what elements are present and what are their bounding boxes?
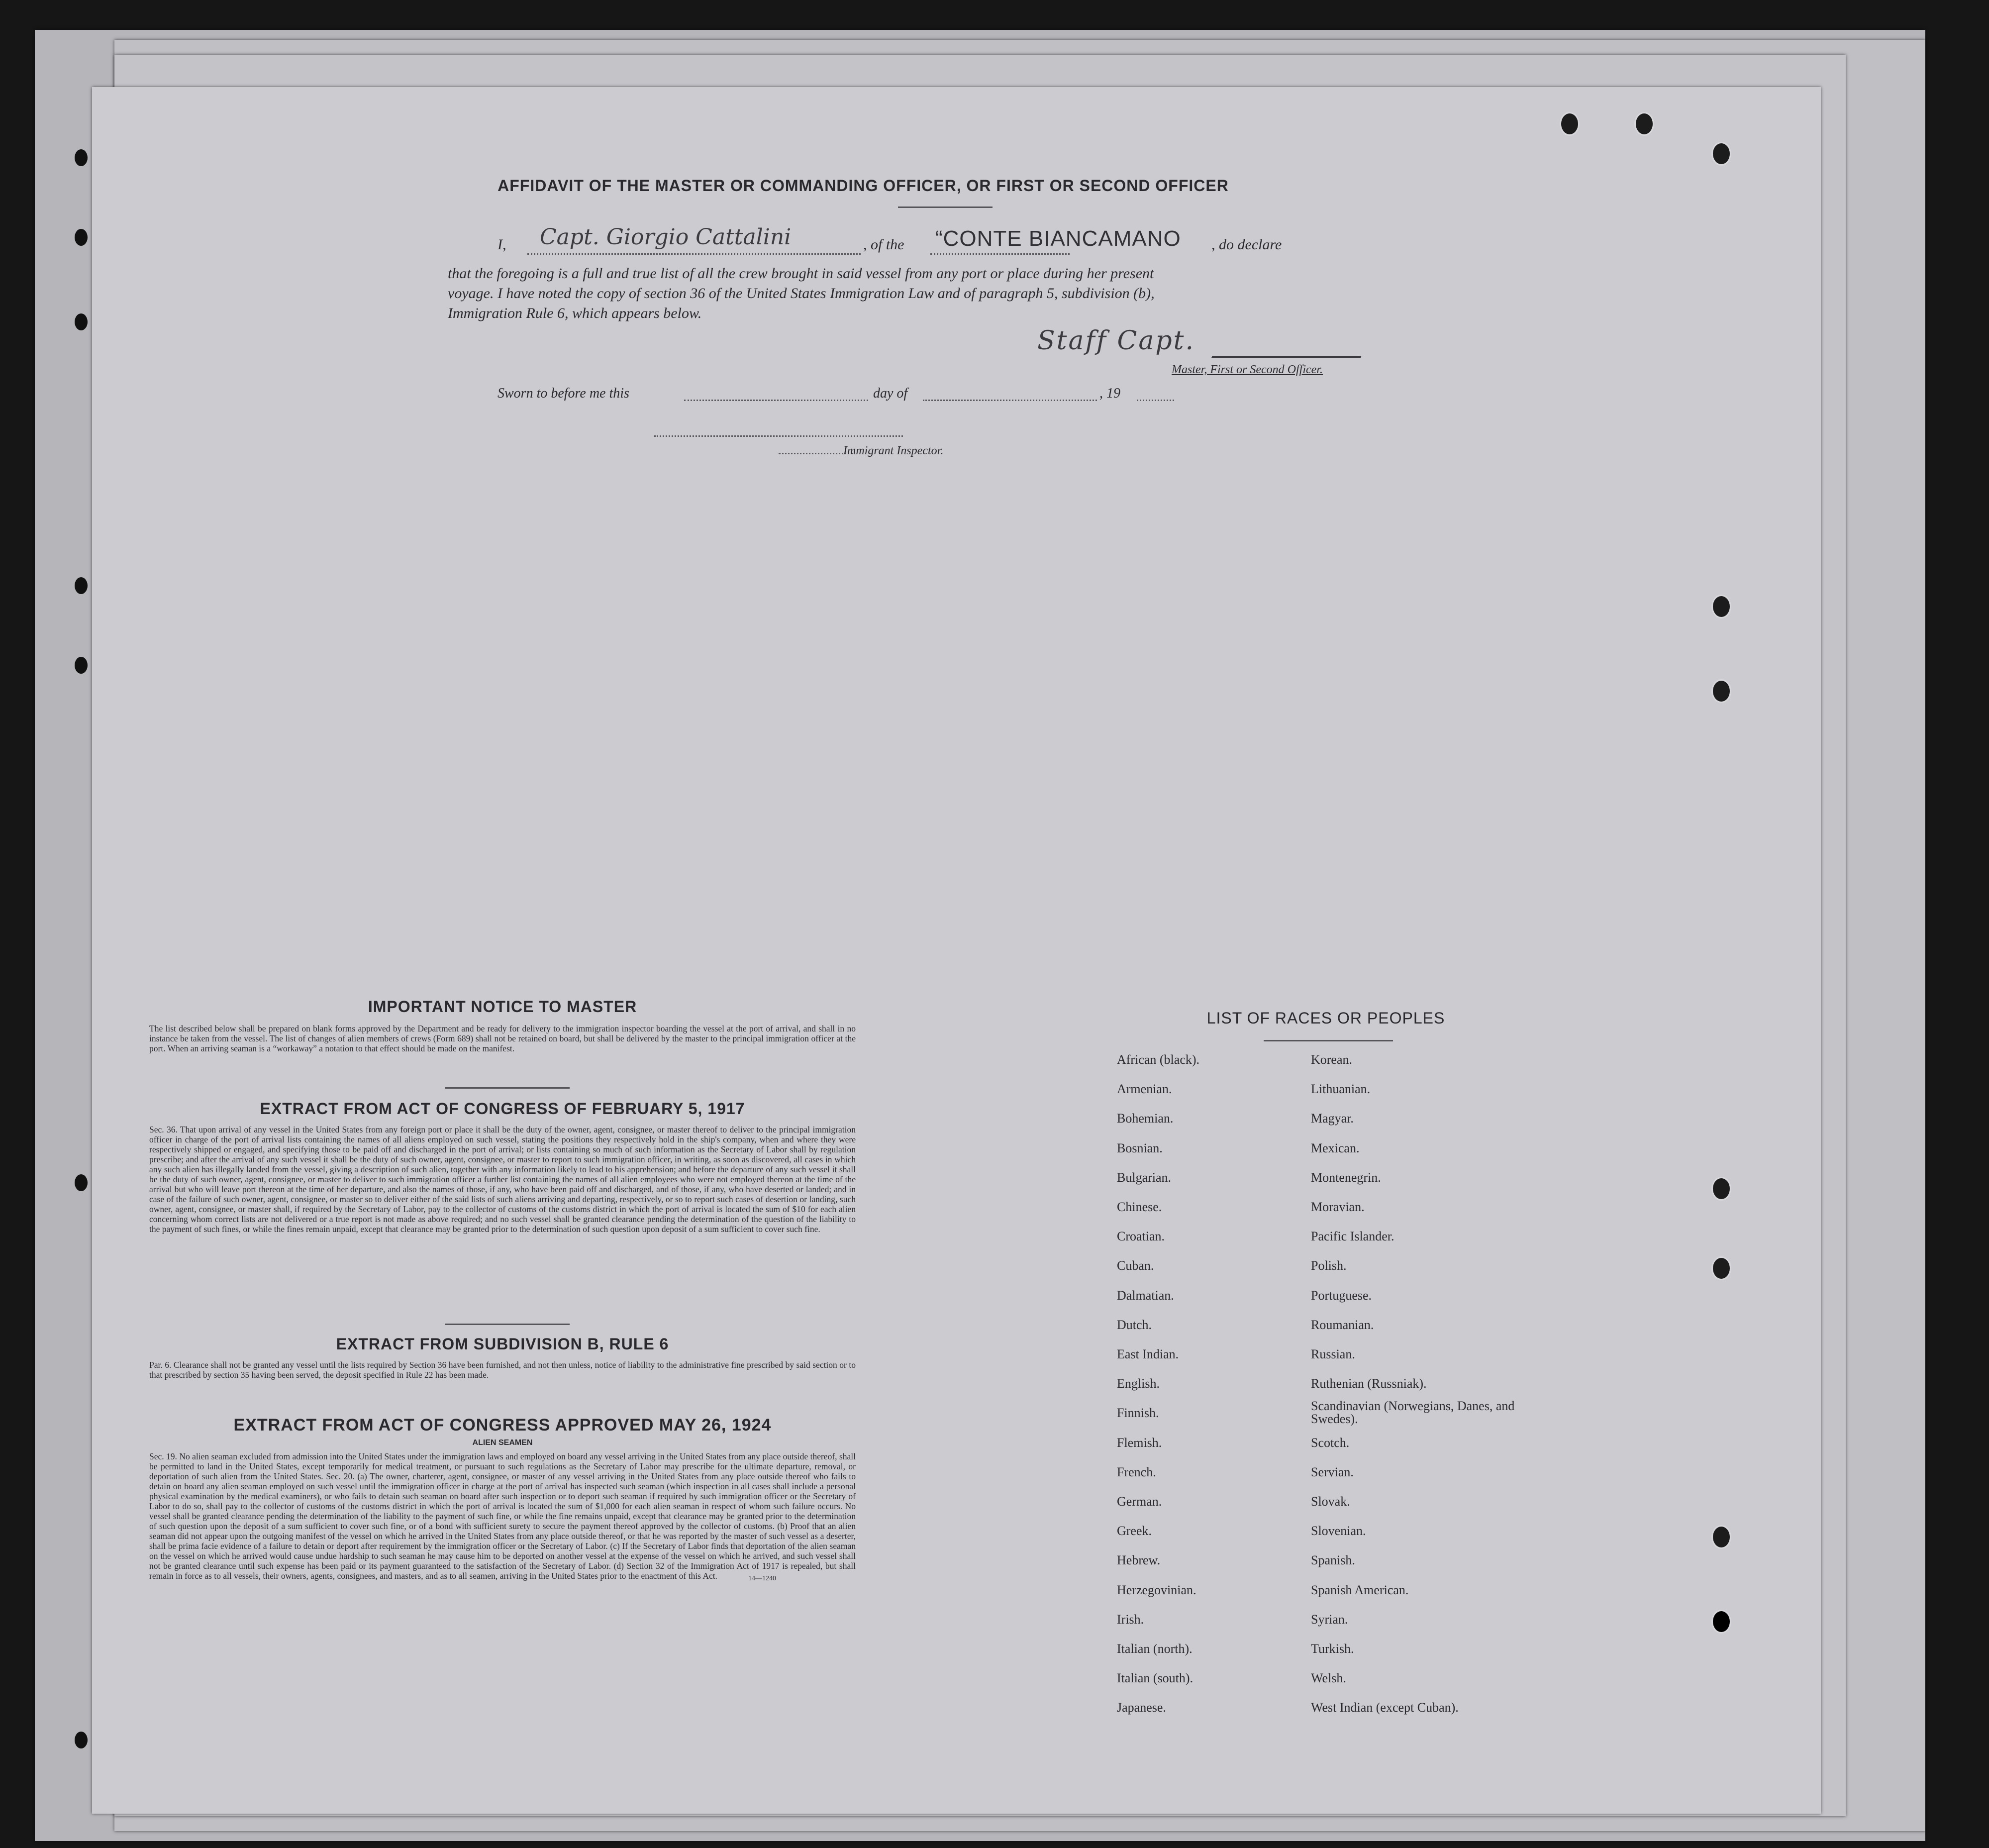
rule6-section: [149, 1335, 856, 1380]
punch-hole: [1711, 1256, 1731, 1280]
race-item: East Indian.: [1117, 1347, 1179, 1362]
affidavit-title: AFFIDAVIT OF THE MASTER OR COMMANDING OFFICER, OR FIRST OR SECOND OFFICER: [497, 177, 1229, 195]
binding-hole: [75, 229, 88, 246]
extract-1924-title: EXTRACT FROM ACT OF CONGRESS APPROVED MAY 26, 1924: [233, 1416, 772, 1435]
race-item: Finnish.: [1117, 1406, 1159, 1421]
signature-scribble: [1211, 331, 1371, 358]
race-item: Roumanian.: [1311, 1317, 1374, 1332]
race-item: Ruthenian (Russniak).: [1311, 1376, 1427, 1391]
binding-hole: [75, 149, 88, 166]
notice-text: The list described below shall be prepared on blank forms approved by the Department and be ready for delivery to the immigration inspector boarding the vessel at the port of arrival, and shall in no instance be taken from the vessel. The list of changes of alien members of crews (Form 689) shall not be retained on board, but shall be delivered by the master to the principal immigration officer at the port. When an arriving seaman is a “workaway” a notation to that effect should be made on the manifest.: [149, 1024, 856, 1053]
race-item: Pacific Islander.: [1311, 1229, 1394, 1244]
punch-hole: [1711, 1525, 1731, 1549]
sworn-prefix: Sworn to before me this: [497, 386, 629, 401]
race-item: Scotch.: [1311, 1435, 1350, 1450]
inspector-caption: Immigrant Inspector.: [843, 444, 944, 457]
race-item: Italian (north).: [1117, 1642, 1193, 1656]
race-item: Bosnian.: [1117, 1140, 1163, 1155]
race-item: Korean.: [1311, 1052, 1353, 1067]
punch-hole: [1634, 112, 1654, 136]
punch-hole: [1711, 679, 1731, 703]
punch-hole: [1711, 595, 1731, 618]
sworn-year: , 19: [1099, 386, 1120, 401]
race-item: Irish.: [1117, 1612, 1144, 1627]
race-item: German.: [1117, 1494, 1162, 1509]
race-item: Mexican.: [1311, 1140, 1360, 1155]
notice-title: IMPORTANT NOTICE TO MASTER: [368, 998, 637, 1016]
binding-hole: [75, 577, 88, 594]
race-item: Dalmatian.: [1117, 1288, 1174, 1303]
sworn-day-line: [684, 400, 868, 401]
extract-1924-section: [149, 1416, 856, 1583]
races-title: LIST OF RACES OR PEOPLES: [1206, 1009, 1445, 1027]
binding-hole: [75, 1732, 88, 1748]
race-item: French.: [1117, 1464, 1156, 1479]
vessel-line-start: [930, 253, 1070, 255]
vessel-name-stamp: “CONTE BIANCAMANO: [935, 226, 1181, 251]
binding-hole: [75, 657, 88, 674]
race-item: Spanish American.: [1311, 1582, 1409, 1597]
affidavit-body-line: that the foregoing is a full and true list of all the crew brought in said vessel from any port or place during her present: [448, 265, 1154, 282]
affidavit-line1: [497, 224, 1492, 261]
race-item: Dutch.: [1117, 1317, 1152, 1332]
affidavit-of-the: , of the: [863, 236, 904, 253]
extract-1917-section: [149, 1100, 856, 1234]
notice-section: [149, 998, 856, 1053]
rule6-text: Par. 6. Clearance shall not be granted any vessel until the lists required by Section 36 have been furnished, and not then unless, notice of liability to the administrative fine prescribed by said section or to that prescribed by section 35 having been served, the deposit specified in Rule 22 has been made.: [149, 1360, 856, 1380]
race-item: Welsh.: [1311, 1671, 1346, 1686]
race-item: Chinese.: [1117, 1200, 1162, 1215]
divider: [1264, 1040, 1393, 1041]
affidavit-body: [448, 264, 1492, 323]
race-item: Syrian.: [1311, 1612, 1348, 1627]
affidavit-body-line: Immigration Rule 6, which appears below.: [448, 305, 702, 321]
race-item: Bohemian.: [1117, 1111, 1174, 1126]
race-item: English.: [1117, 1376, 1160, 1391]
race-item: Italian (south).: [1117, 1671, 1193, 1686]
binding-hole: [75, 1174, 88, 1191]
officer-name-handwritten: Capt. Giorgio Cattalini: [540, 224, 792, 250]
rule6-title: EXTRACT FROM SUBDIVISION B, RULE 6: [336, 1335, 669, 1353]
race-item: Cuban.: [1117, 1258, 1154, 1273]
binding-hole: [75, 313, 88, 330]
signature-handwritten: Staff Capt.: [1037, 326, 1195, 356]
race-item: Hebrew.: [1117, 1553, 1161, 1568]
sworn-year-line: [1137, 400, 1174, 401]
race-item: Slovenian.: [1311, 1524, 1366, 1539]
race-item: Flemish.: [1117, 1435, 1162, 1450]
race-item: Bulgarian.: [1117, 1170, 1172, 1185]
race-item: Montenegrin.: [1311, 1170, 1381, 1185]
inspector-signature-line: [779, 453, 853, 454]
divider: [898, 206, 993, 208]
punch-hole: [1560, 112, 1580, 136]
race-item: Scandinavian (Norwegians, Danes, and Swedes).: [1311, 1399, 1515, 1427]
race-item: Polish.: [1311, 1258, 1347, 1273]
affidavit-form-page: [92, 87, 1821, 1814]
race-item: Magyar.: [1311, 1111, 1354, 1126]
race-item: Croatian.: [1117, 1229, 1165, 1244]
affidavit-do-declare: , do declare: [1211, 236, 1282, 253]
race-item: Turkish.: [1311, 1642, 1354, 1656]
affidavit-i: I,: [497, 236, 506, 253]
inspector-signature-line: [654, 435, 903, 437]
sworn-line: [497, 386, 1244, 411]
race-item: Herzegovinian.: [1117, 1582, 1196, 1597]
races-column-1: [1117, 1045, 1306, 1723]
race-item: Moravian.: [1311, 1200, 1365, 1215]
extract-1917-text: Sec. 36. That upon arrival of any vessel in the United States from any foreign port or place it shall be the duty of the owner, agent, consignee, or master thereof to deliver to the principal immigration officer in charge of the port of arrival lists containing the names of all aliens employed on such vessel, stating the positions they respectively hold in the ship's company, when and where they were respectively shipped or engaged, and specifying those to be paid off and discharged in the port of arrival; or lists containing so much of such information as the Secretary of Labor shall by regulation prescribe; and after the arrival of any such vessel it shall be the duty of such owner, agent, consignee, or master to report to such immigration officer, in writing, as soon as discovered, all cases in which any such alien has illegally landed from the vessel, giving a description of such alien, together with any information likely to lead to his apprehension; and before the departure of any such vessel it shall be the duty of such owner, agent, consignee, or master to deliver to such immigration officer a further list containing the names of all alien employees who were not employed thereon at the time of the arrival but who will leave port thereon at the time of her departure, and also the names of those, if any, who have been paid off and discharged, and of those, if any, who have deserted or landed; and in case of the failure of such owner, agent, consignee, or master so to deliver either of the said lists of such aliens arriving and departing, respectively, or so to report such cases of desertion or landing, such owner, agent, consignee, or master shall, if required by the Secretary of Labor, pay to the collector of customs of the customs district in which the port of arrival is located the sum of $10 for each alien concerning whom correct lists are not delivered or a true report is not made as above required; and no such vessel shall be granted clearance pending the determination of the question of the liability to the payment of such fines, or while the fines remain unpaid, except that clearance may be granted prior to the determination of such question upon deposit of a sum sufficient to cover such fine.: [149, 1125, 856, 1234]
punch-hole: [1711, 1610, 1731, 1634]
race-item: Spanish.: [1311, 1553, 1355, 1568]
signature-caption: Master, First or Second Officer.: [1172, 363, 1323, 376]
race-item: African (black).: [1117, 1052, 1200, 1067]
sworn-day: day of: [873, 386, 908, 401]
race-item: West Indian (except Cuban).: [1311, 1700, 1459, 1715]
sworn-month-line: [923, 400, 1097, 401]
race-item: Lithuanian.: [1311, 1082, 1371, 1097]
divider: [445, 1324, 570, 1325]
race-item: Servian.: [1311, 1464, 1354, 1479]
divider: [445, 1087, 570, 1089]
extract-1924-text: Sec. 19. No alien seaman excluded from admission into the United States under the immigration laws and employed on board any vessel arriving in the United States from any place outside thereof, shall be permitted to land in the United States, except temporarily for medical treatment, or pursuant to such regulations as the Secretary of Labor may prescribe for the ultimate departure, removal, or deportation of such alien from the United States. Sec. 20. (a) The owner, charterer, agent, consignee, or master of any vessel arriving in the United States from any place outside thereof who fails to detain on board any alien seaman employed on such vessel until the immigration officer in charge at the port of arrival has inspected such seaman (which inspection in all cases shall include a personal physical examination by the medical examiners), or who fails to detain such seaman on board after such inspection or to deport such seaman if required by such immigration officer or the Secretary of Labor to do so, shall pay to the collector of customs of the customs district in which the port of arrival is located the sum of $1,000 for each alien seaman in respect of whom such failure occurs. No vessel shall be granted clearance pending the determination of the liability to the payment of such fine, or while the fine remains unpaid, except that clearance may be granted prior to the determination of such question upon the deposit of a sum sufficient to cover such fine, or of a bond with sufficient surety to secure the payment thereof approved by the collector of customs. (b) Proof that an alien seaman did not appear upon the outgoing manifest of the vessel on which he arrived in the United States from any place outside thereof, or that he was reported by the master of such vessel as a deserter, shall be prima facie evidence of a failure to detain or deport after requirement by the immigration officer or the Secretary of Labor. (c) If the Secretary of Labor finds that deportation of the alien seaman on the vessel on which he arrived would cause undue hardship to such seaman he may cause him to be deported on another vessel at the expense of the vessel on which he arrived, and such vessel shall not be granted clearance until such expense has been paid or its payment guaranteed to the satisfaction of the Secretary of Labor. (d) Section 32 of the Immigration Act of 1917 is repealed, but shall remain in force as to all vessels, their owners, agents, consignees, and masters, and as to all seamen, arriving in the United States prior to the enactment of this Act.: [149, 1451, 856, 1581]
punch-hole: [1711, 1177, 1731, 1201]
race-item: Greek.: [1117, 1524, 1152, 1539]
race-item: Russian.: [1311, 1347, 1355, 1362]
punch-hole: [1711, 142, 1731, 166]
affidavit-body-line: voyage. I have noted the copy of section 36 of the United States Immigration Law and of paragraph 5, subdivision (b),: [448, 285, 1155, 302]
race-item: Armenian.: [1117, 1082, 1172, 1097]
form-number: 14—1240: [748, 1575, 776, 1582]
race-item: Japanese.: [1117, 1700, 1166, 1715]
race-item: Slovak.: [1311, 1494, 1350, 1509]
race-item: Portuguese.: [1311, 1288, 1372, 1303]
extract-1924-subtitle: ALIEN SEAMEN: [472, 1438, 533, 1447]
extract-1917-title: EXTRACT FROM ACT OF CONGRESS OF FEBRUARY 5, 1917: [260, 1100, 745, 1118]
name-line: [527, 253, 861, 255]
races-column-2: [1311, 1045, 1520, 1723]
